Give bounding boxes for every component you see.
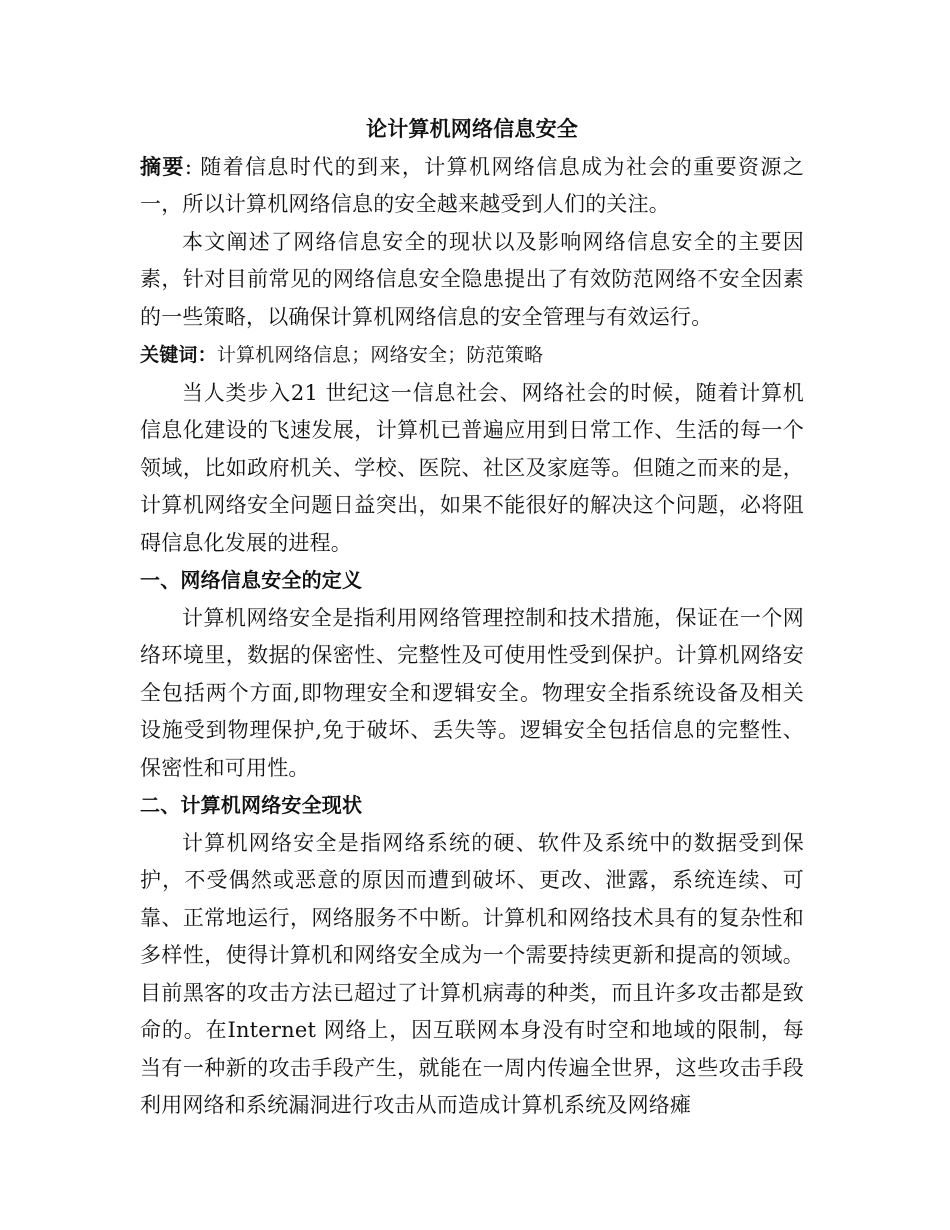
abstract-paragraph	[140, 148, 804, 224]
keywords-label: 关键词：	[140, 344, 217, 366]
section-2-paragraph: 计算机网络安全是指网络系统的硬、软件及系统中的数据受到保护，不受偶然或恶意的原因而遭到破坏、更改、泄露，系统连续、可靠、正常地运行，网络服务不中断。计算机和网络技术具有的复杂性和多样性，使得计算机和网络安全成为一个需要持续更新和提高的领域。目前黑客的攻击方法已超过了计算机病毒的种类，而且许多攻击都是致命的。在Internet 网络上，因互联网本身没有时空和地域的限制，每当有一种新的攻击手段产生，就能在一周内传遍全世界，这些攻击手段利用网络和系统漏洞进行攻击从而造成计算机系统及网络瘫	[140, 830, 804, 1117]
keywords-line	[140, 336, 804, 375]
abstract-colon: :	[184, 154, 201, 179]
abstract-text: 随着信息时代的到来，计算机网络信息成为社会的重要资源之一，所以计算机网络信息的安全越来越受到人们的关注。	[140, 154, 804, 216]
document-title: 论计算机网络信息安全	[366, 116, 578, 141]
document-body	[140, 110, 804, 1125]
abstract-label: 摘要	[140, 153, 185, 179]
intro-paragraph: 当人类步入21 世纪这一信息社会、网络社会的时候，随着计算机信息化建设的飞速发展，计算机已普遍应用到日常工作、生活的每一个领域，比如政府机关、学校、医院、社区及家庭等。但随之而来的是，计算机网络安全问题日益突出，如果不能很好的解决这个问题，必将阻碍信息化发展的进程。	[140, 380, 804, 555]
keywords-text: 计算机网络信息；网络安全；防范策略	[216, 344, 544, 366]
section-2-heading: 二、计算机网络安全现状	[140, 793, 363, 817]
abstract-paragraph-2: 本文阐述了网络信息安全的现状以及影响网络信息安全的主要因素，针对目前常见的网络信息安全隐患提出了有效防范网络不安全因素的一些策略，以确保计算机网络信息的安全管理与有效运行。	[140, 229, 804, 329]
section-1-paragraph: 计算机网络安全是指利用网络管理控制和技术措施，保证在一个网络环境里，数据的保密性、完整性及可使用性受到保护。计算机网络安全包括两个方面,即物理安全和逻辑安全。物理安全指系统设备及相关设施受到物理保护,免于破坏、丢失等。逻辑安全包括信息的完整性、保密性和可用性。	[140, 605, 804, 780]
section-1-heading: 一、网络信息安全的定义	[140, 568, 363, 592]
